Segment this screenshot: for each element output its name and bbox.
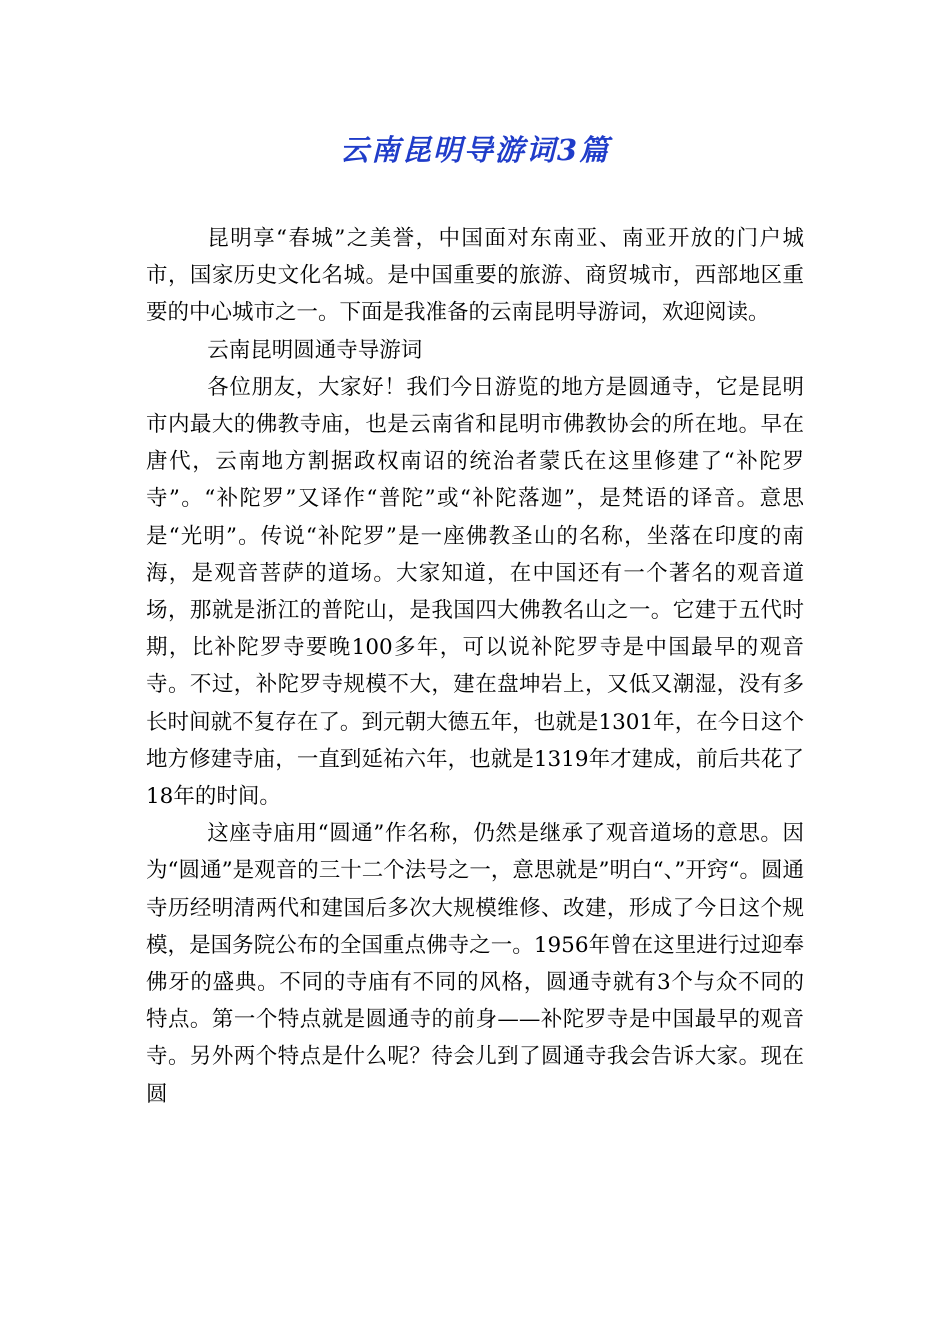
document-title: 云南昆明导游词3篇 [339,133,611,167]
body-paragraph: 这座寺庙用“圆通”作名称，仍然是继承了观音道场的意思。因为“圆通”是观音的三十二个法号之一，意思就是”明白“、”开窍“。圆通寺历经明清两代和建国后多次大规模维修、改建，形成了今日这个规模，是国务院公布的全国重点佛寺之一。1956年曾在这里进行过迎奉佛牙的盛典。不同的寺庙有不同的风格，圆通寺就有3个与众不同的特点。第一个特点就是圆通寺的前身——补陀罗寺是中国最早的观音寺。另外两个特点是什么呢？待会儿到了圆通寺我会告诉大家。现在圆 [146,821,804,1107]
document-body [146,220,804,1113]
section-heading: 云南昆明圆通寺导游词 [207,337,423,363]
intro-paragraph: 昆明享“春城”之美誉，中国面对东南亚、南亚开放的门户城市，国家历史文化名城。是中国重要的旅游、商贸城市，西部地区重要的中心城市之一。下面是我准备的云南昆明导游词，欢迎阅读。 [146,226,804,326]
body-paragraph: 各位朋友，大家好！我们今日游览的地方是圆通寺，它是昆明市内最大的佛教寺庙，也是云南省和昆明市佛教协会的所在地。早在唐代，云南地方割据政权南诏的统治者蒙氏在这里修建了“补陀罗寺”。“补陀罗”又译作“普陀”或“补陀落迦”，是梵语的译音。意思是“光明”。传说“补陀罗”是一座佛教圣山的名称，坐落在印度的南海，是观音菩萨的道场。大家知道，在中国还有一个著名的观音道场，那就是浙江的普陀山，是我国四大佛教名山之一。它建于五代时期，比补陀罗寺要晚100多年，可以说补陀罗寺是中国最早的观音寺。不过，补陀罗寺规模不大，建在盘坤岩上，又低又潮湿，没有多长时间就不复存在了。到元朝大德五年，也就是1301年，在今日这个地方修建寺庙，一直到延祐六年，也就是1319年才建成，前后共花了18年的时间。 [146,374,804,810]
